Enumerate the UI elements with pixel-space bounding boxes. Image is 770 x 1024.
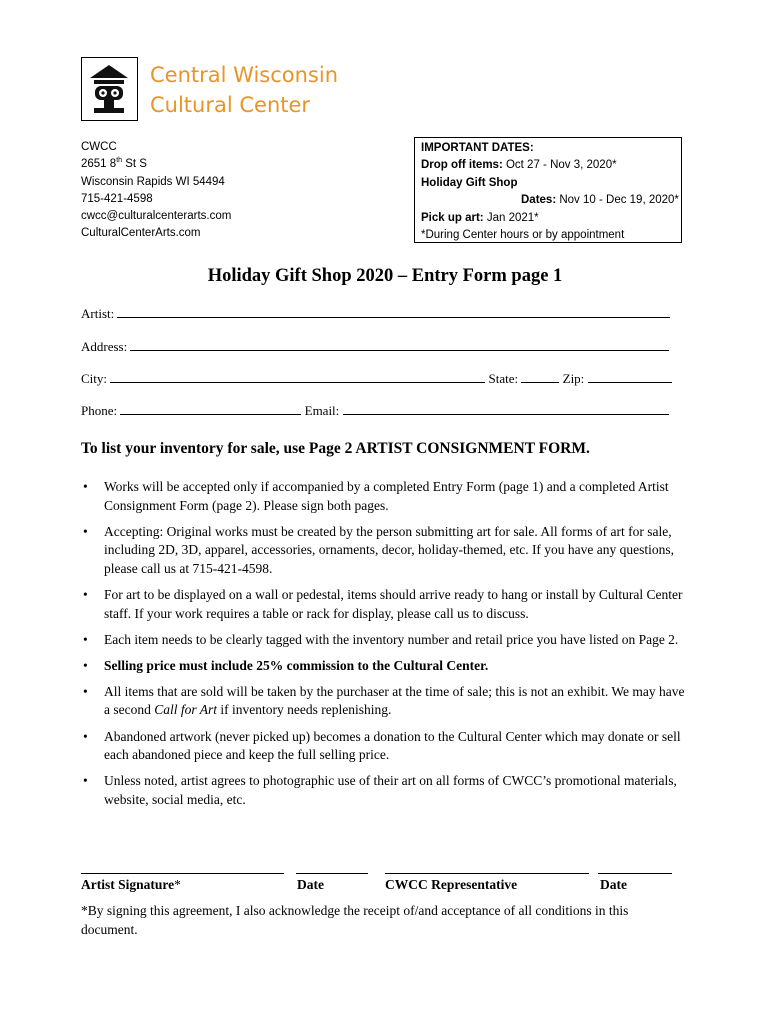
- list-item: [81, 586, 691, 623]
- inventory-heading: To list your inventory for sale, use Page 2 ARTIST CONSIGNMENT FORM.: [81, 440, 590, 457]
- rep-signature-line[interactable]: [385, 873, 589, 874]
- pickup-line: [421, 210, 681, 227]
- email-label: Email:: [301, 403, 343, 418]
- list-item: [81, 728, 691, 765]
- list-item-text: For art to be displayed on a wall or pedestal, items should arrive ready to hang or install by Cultural Center staff. If your work requires a table or rack for display, please call us to discuss.: [104, 586, 683, 621]
- sold-text-before: All items that are sold will be taken by the purchaser at the time of sale; this is not an exhibit. We may have a second: [104, 683, 685, 718]
- artist-date-line[interactable]: [296, 873, 368, 874]
- list-item-text: Abandoned artwork (never picked up) becomes a donation to the Cultural Center which may donate or sell each abandoned piece and keep the full selling price.: [104, 728, 681, 763]
- list-item: [81, 772, 691, 809]
- page-title: Holiday Gift Shop 2020 – Entry Form page 1: [207, 266, 563, 286]
- asterisk-mark: *: [174, 877, 181, 892]
- list-item-text: [104, 684, 685, 718]
- rep-date-line[interactable]: [598, 873, 672, 874]
- dates-label: Dates:: [521, 194, 557, 207]
- list-item: [81, 683, 691, 720]
- city-state-zip: Wisconsin Rapids WI 54494: [81, 175, 225, 188]
- sold-text-after: if inventory needs replenishing.: [217, 702, 392, 718]
- giftshop-label: Holiday Gift Shop: [421, 176, 518, 189]
- artist-field-row: [81, 306, 681, 322]
- bullet-icon: •: [83, 631, 88, 647]
- city-label: City:: [81, 371, 111, 386]
- street-name: St S: [122, 158, 147, 171]
- list-item-text: Each item needs to be clearly tagged with the inventory number and retail price you have listed on Page 2.: [104, 631, 679, 647]
- dropoff-label: Drop off items:: [421, 159, 503, 172]
- bullet-icon: •: [83, 523, 88, 539]
- artist-input-line[interactable]: [117, 307, 670, 318]
- list-item: [81, 631, 691, 650]
- list-item-text: Works will be accepted only if accompanied by a completed Entry Form (page 1) and a completed Artist Consignment Form (page 2). Please sign both pages.: [104, 479, 669, 513]
- phone-email-row: [81, 403, 681, 419]
- list-item-text: Accepting: Original works must be created by the person submitting art for sale. All forms of art for sale, including 2D, 3D, apparel, accessories, ornaments, decor, holiday-themed, etc. If you have any questions, please call us at 715-421-4598.: [104, 523, 675, 576]
- org-name: CWCC: [81, 141, 117, 153]
- list-item: [81, 478, 691, 515]
- logo-line-1: Central Wisconsin: [150, 63, 339, 87]
- address-field-row: [81, 339, 681, 355]
- bullet-icon: •: [83, 586, 88, 602]
- phone-input-line[interactable]: [120, 404, 301, 415]
- address-label: Address:: [81, 339, 131, 354]
- street-number: 2651 8: [81, 158, 117, 171]
- conditions-list: [81, 478, 691, 817]
- address-input-line[interactable]: [130, 340, 669, 351]
- artist-date-label: Date: [297, 877, 324, 892]
- state-input-line[interactable]: [521, 372, 559, 383]
- phone-number: 715-421-4598: [81, 192, 153, 205]
- list-item: [81, 657, 691, 676]
- dates-heading: IMPORTANT DATES:: [421, 142, 534, 154]
- bullet-icon: •: [83, 728, 88, 744]
- temple-building-icon: [82, 58, 137, 120]
- bullet-icon: •: [83, 479, 88, 494]
- pickup-label: Pick up art:: [421, 211, 484, 224]
- logo-wordmark: [150, 60, 338, 120]
- footnote: *By signing this agreement, I also acknowledge the receipt of/and acceptance of all conditions in this document.: [81, 903, 629, 937]
- street-address: [81, 156, 231, 173]
- important-dates-box: [414, 137, 682, 243]
- street-suffix: th: [116, 157, 123, 165]
- pickup-value: Jan 2021*: [483, 211, 539, 224]
- giftshop-dates-line: [421, 192, 681, 209]
- dates-note: *During Center hours or by appointment: [421, 229, 625, 242]
- logo-box: [81, 57, 138, 121]
- dates-value: Nov 10 - Dec 19, 2020*: [556, 194, 679, 207]
- list-item-text: Selling price must include 25% commission to the Cultural Center.: [104, 657, 489, 673]
- city-input-line[interactable]: [110, 372, 485, 383]
- state-label: State:: [485, 371, 522, 386]
- bullet-icon: •: [83, 773, 88, 789]
- email-address: cwcc@culturalcenterarts.com: [81, 210, 232, 223]
- zip-label: Zip:: [559, 371, 588, 386]
- logo-line-2: Cultural Center: [150, 93, 311, 117]
- dropoff-line: [421, 157, 681, 174]
- artist-signature-line[interactable]: [81, 873, 284, 874]
- artist-signature-text: Artist Signature: [81, 877, 175, 892]
- bullet-icon: •: [83, 657, 88, 673]
- address-block: [81, 139, 231, 243]
- list-item: [81, 523, 691, 579]
- rep-signature-label: CWCC Representative: [385, 877, 518, 892]
- website: CulturalCenterArts.com: [81, 227, 201, 240]
- bullet-icon: •: [83, 683, 88, 699]
- artist-signature-label: [81, 877, 181, 893]
- dropoff-value: Oct 27 - Nov 3, 2020*: [502, 159, 617, 172]
- artist-label: Artist:: [81, 306, 118, 321]
- rep-date-label: Date: [600, 877, 627, 892]
- list-item-text: Unless noted, artist agrees to photographic use of their art on all forms of CWCC’s promotional materials, website, social media, etc.: [104, 773, 677, 807]
- phone-label: Phone:: [81, 403, 121, 418]
- email-input-line[interactable]: [343, 404, 669, 415]
- city-field-row: [81, 371, 681, 387]
- call-for-art-text: Call for Art: [154, 702, 218, 718]
- zip-input-line[interactable]: [588, 372, 672, 383]
